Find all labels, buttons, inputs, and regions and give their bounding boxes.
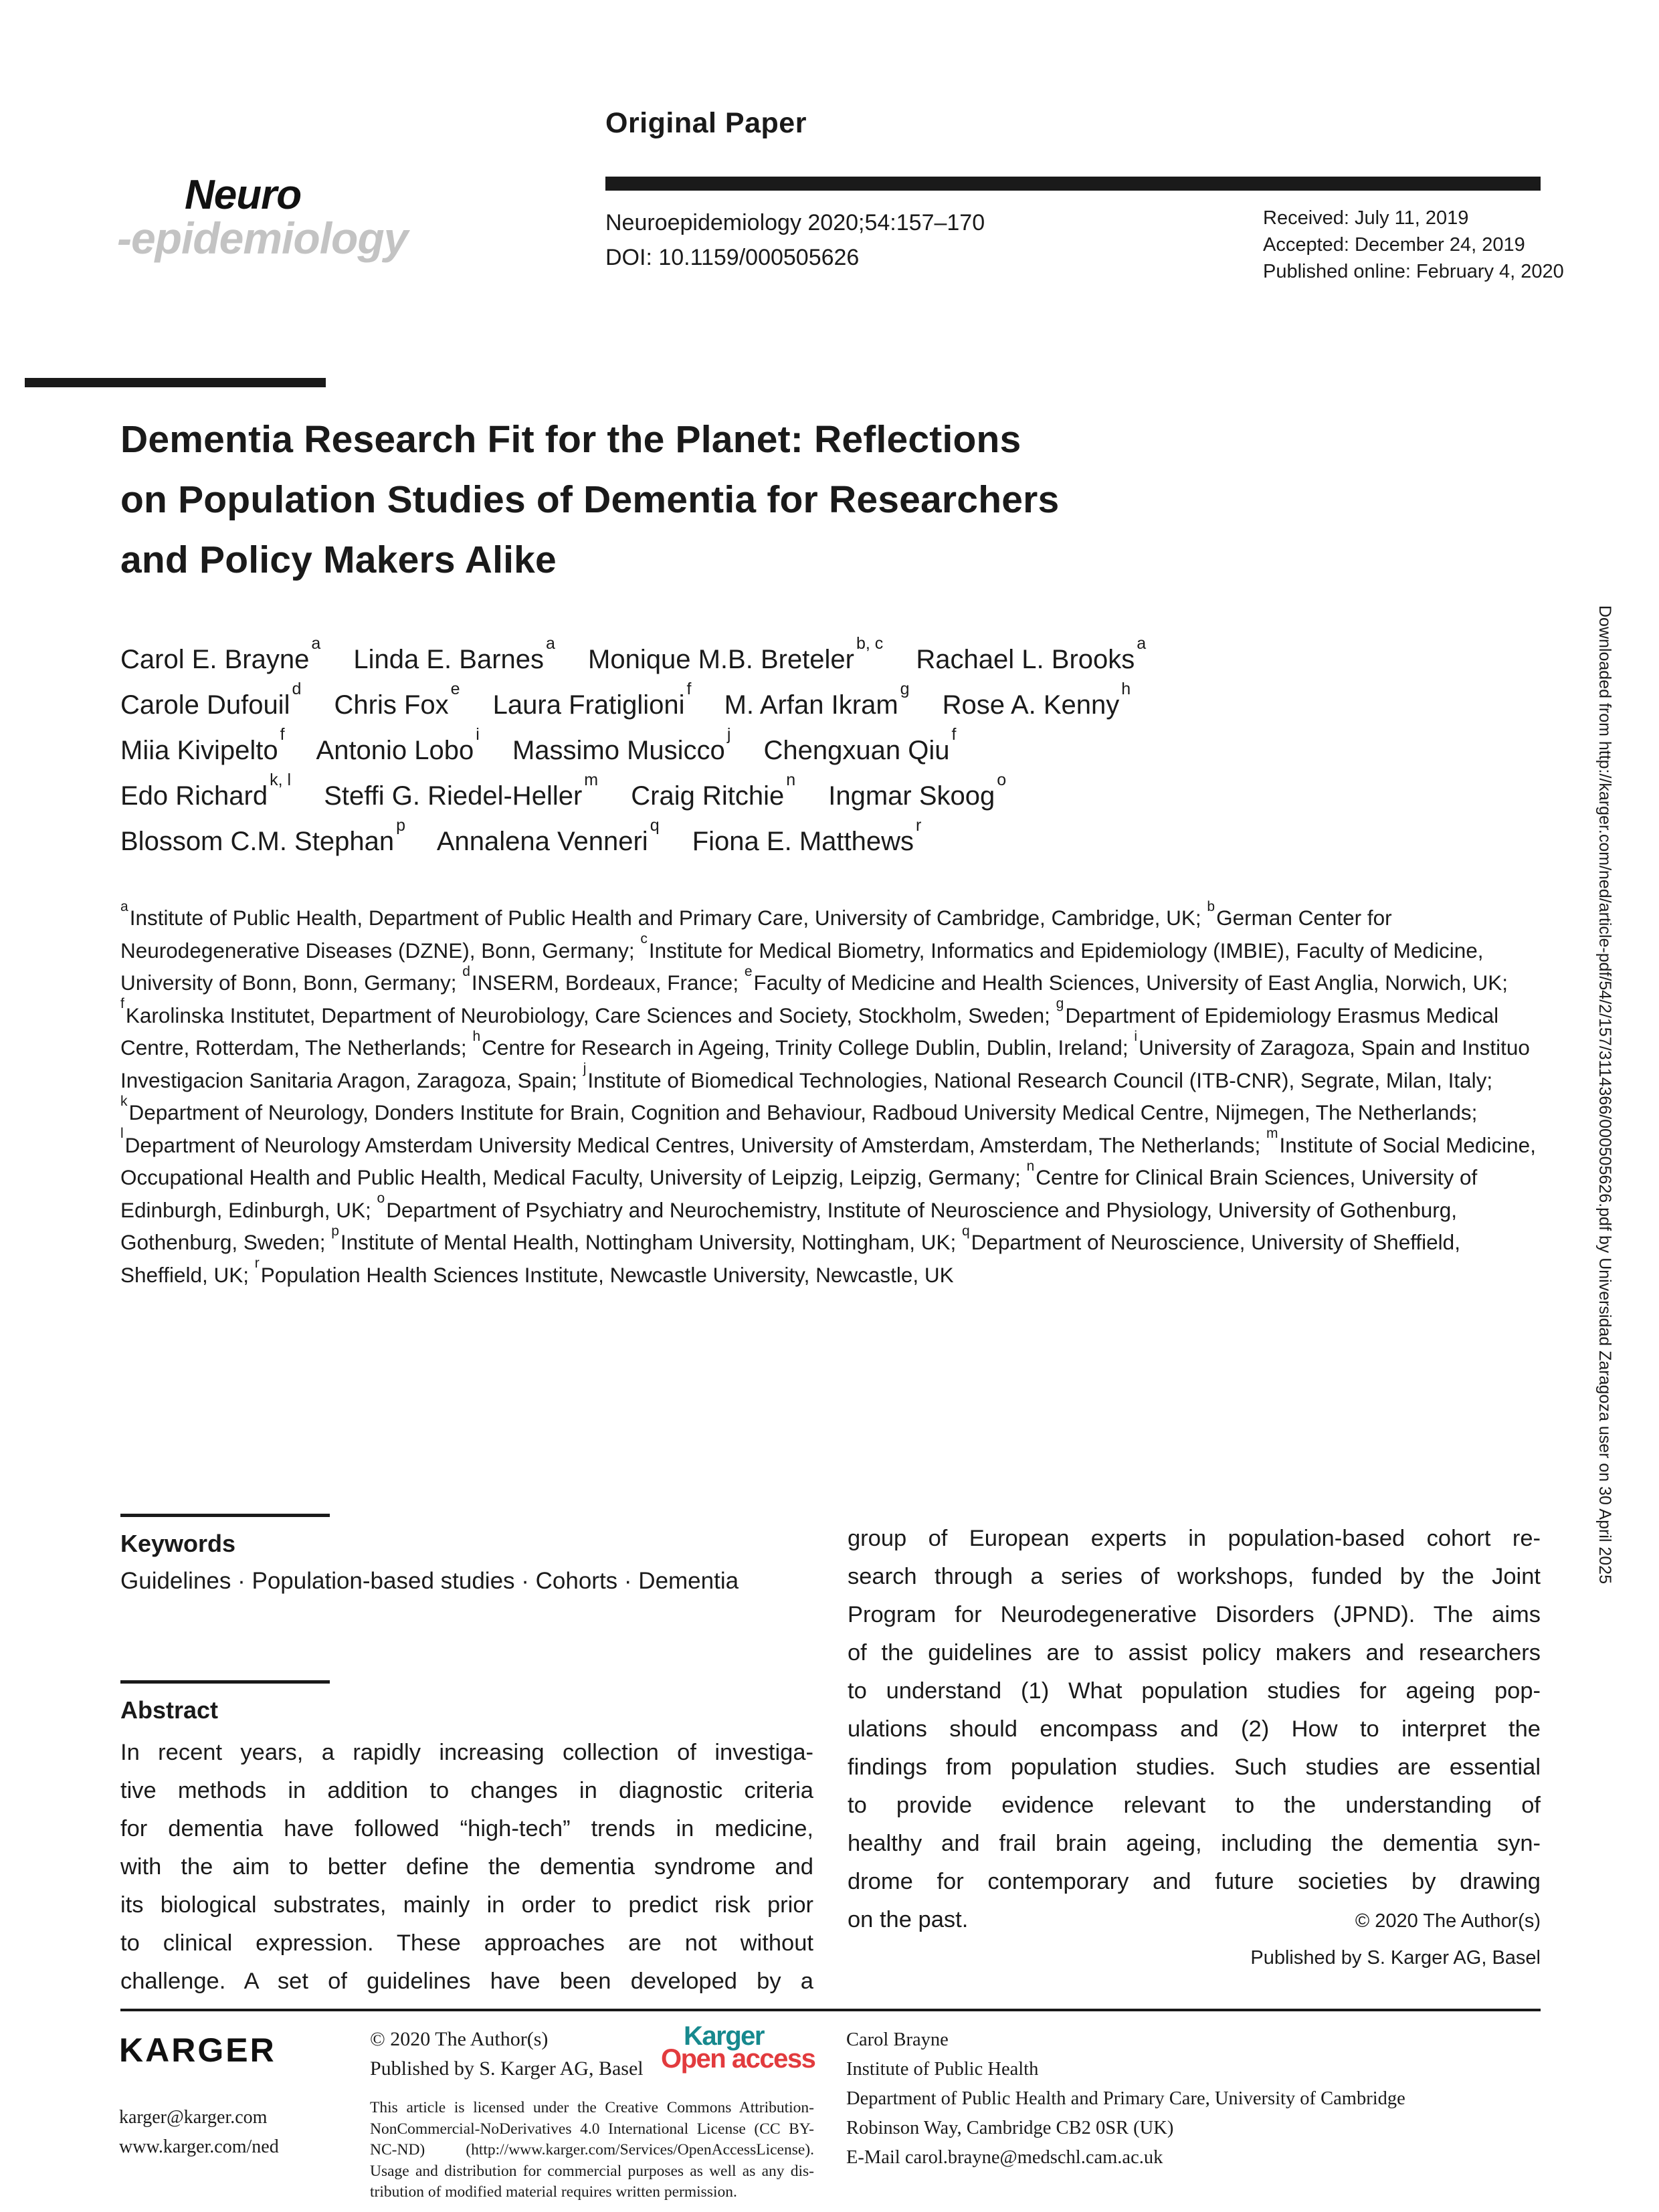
affiliation-superscript: b	[1207, 898, 1215, 914]
footer-rule	[120, 2009, 1541, 2011]
author	[492, 679, 692, 720]
karger-email: karger@karger.com	[119, 2107, 268, 2128]
correspondence-institute: Institute of Public Health	[846, 2059, 1039, 2080]
affiliations	[120, 898, 1545, 1291]
published-online-date: Published online: February 4, 2020	[1263, 261, 1564, 282]
author-name: Carol E. Brayne	[120, 645, 310, 674]
abstract-line: its biological substrates, mainly in order to predict risk prior	[120, 1892, 813, 1918]
author-superscript: g	[900, 679, 910, 698]
affiliation-text: Institute of Biomedical Technologies, National Research Council (ITB-CNR), Segrate, Milan, Italy;	[587, 1068, 1493, 1092]
affiliation-superscript: i	[1134, 1028, 1138, 1044]
author-superscript: a	[546, 633, 555, 653]
author-line	[120, 633, 1552, 682]
keywords-heading: Keywords	[120, 1530, 236, 1557]
abstract-line: to understand (1) What population studies for ageing pop-	[848, 1678, 1541, 1704]
author	[763, 724, 957, 765]
affiliation-text: Institute for Medical Biometry, Informatics and Epidemiology (IMBIE), Faculty of Medicine, University of Bonn, Bonn, Germany;	[120, 938, 1484, 995]
affiliation-text: German Center for Neurodegenerative Diseases (DZNE), Bonn, Germany;	[120, 906, 1392, 963]
license-line: NC-ND) (http://www.karger.com/Services/OpenAccessLicense).	[370, 2141, 814, 2158]
keywords-list: Guidelines · Population-based studies · Cohorts · Dementia	[120, 1568, 739, 1594]
affiliation-superscript: c	[640, 931, 648, 946]
author-superscript: k, l	[270, 770, 292, 789]
author-line	[120, 815, 1552, 864]
correspondence-department: Department of Public Health and Primary Care, University of Cambridge	[846, 2088, 1405, 2109]
affiliation-superscript: r	[254, 1255, 260, 1271]
affiliation-text: Centre for Research in Ageing, Trinity College Dublin, Dublin, Ireland;	[482, 1035, 1135, 1060]
copyright-note: © 2020 The Author(s)	[1355, 1910, 1541, 1932]
author-name: Rose A. Kenny	[942, 690, 1120, 720]
title-rule	[25, 378, 326, 387]
karger-logo: KARGER	[119, 2031, 276, 2069]
author	[631, 770, 796, 811]
abstract-line: for dementia have followed “high-tech” trends in medicine,	[120, 1816, 813, 1841]
author-name: Rachael L. Brooks	[916, 645, 1135, 674]
abstract-text-right	[848, 1520, 1541, 1977]
affiliation-text: Department of Neuroscience, University of Sheffield, Sheffield, UK;	[120, 1230, 1460, 1287]
author-name: Massimo Musicco	[512, 736, 725, 765]
author-superscript: n	[786, 770, 796, 789]
author-superscript: d	[292, 679, 302, 698]
affiliation-superscript: o	[377, 1191, 385, 1206]
author-name: M. Arfan Ikram	[724, 690, 898, 720]
author-name: Chris Fox	[334, 690, 449, 720]
doi: DOI: 10.1159/000505626	[605, 245, 860, 270]
author-name: Fiona E. Matthews	[692, 827, 914, 856]
article-title	[120, 409, 1552, 590]
abstract-line: healthy and frail brain ageing, including the dementia syn-	[848, 1831, 1541, 1856]
author-name: Ingmar Skoog	[828, 781, 995, 811]
publisher-note: Published by S. Karger AG, Basel	[1250, 1947, 1541, 1969]
author-name: Carole Dufouil	[120, 690, 290, 720]
author-superscript: i	[476, 724, 480, 744]
affiliation-text: Department of Psychiatry and Neurochemistry, Institute of Neuroscience and Physiology, University of Gothenburg, Gothenburg, Sweden;	[120, 1197, 1458, 1254]
abstract-heading: Abstract	[120, 1696, 219, 1724]
author-name: Chengxuan Qiu	[763, 736, 950, 765]
author-superscript: o	[997, 770, 1007, 789]
correspondence-email: E-Mail carol.brayne@medschl.cam.ac.uk	[846, 2147, 1163, 2168]
affiliation-text: University of Zaragoza, Spain and Instituo Investigacion Sanitaria Aragon, Zaragoza, Spain;	[120, 1035, 1530, 1092]
abstract-line: of the guidelines are to assist policy makers and researchers	[848, 1640, 1541, 1666]
author	[692, 815, 922, 856]
author-name: Annalena Venneri	[436, 827, 648, 856]
author-superscript: h	[1121, 679, 1131, 698]
abstract-line: findings from population studies. Such studies are essential	[848, 1754, 1541, 1780]
affiliation-text: Institute of Mental Health, Nottingham University, Nottingham, UK;	[340, 1230, 962, 1254]
author-name: Edo Richard	[120, 781, 268, 811]
abstract-last-line	[848, 1901, 1541, 1939]
affiliation-text: Department of Neurology, Donders Institute for Brain, Cognition and Behaviour, Radboud University Medical Centre, Nijmegen, The Netherlands;	[128, 1100, 1478, 1124]
title-line: Dementia Research Fit for the Planet: Reflections	[120, 418, 1021, 461]
section-label: Original Paper	[605, 107, 807, 139]
affiliation-superscript: h	[472, 1028, 481, 1044]
footer-copyright: © 2020 The Author(s)	[370, 2028, 549, 2050]
affiliation-text: Department of Neurology Amsterdam University Medical Centres, University of Amsterdam, Amsterdam, The Netherlands;	[124, 1132, 1266, 1157]
author-name: Craig Ritchie	[631, 781, 785, 811]
title-line: and Policy Makers Alike	[120, 538, 557, 581]
abstract-line: search through a series of workshops, funded by the Joint	[848, 1564, 1541, 1589]
affiliation-superscript: k	[120, 1093, 128, 1109]
author	[120, 724, 285, 765]
header-rule	[605, 177, 1541, 191]
received-date: Received: July 11, 2019	[1263, 207, 1469, 229]
author	[120, 679, 302, 720]
author-superscript: e	[450, 679, 460, 698]
abstract-line: challenge. A set of guidelines have been developed by a	[120, 1969, 813, 1994]
karger-open-access-logo: Karger	[684, 2021, 764, 2051]
author-name: Monique M.B. Breteler	[588, 645, 854, 674]
author-superscript: p	[396, 815, 405, 835]
affiliation-superscript: q	[961, 1223, 970, 1239]
author-name: Miia Kivipelto	[120, 736, 278, 765]
correspondence-address: Robinson Way, Cambridge CB2 0SR (UK)	[846, 2118, 1174, 2138]
author-superscript: b, c	[856, 633, 884, 653]
karger-website: www.karger.com/ned	[119, 2136, 279, 2157]
abstract-rule	[120, 1680, 330, 1684]
karger-open-access-logo-line2: Open access	[661, 2044, 815, 2074]
author	[120, 770, 292, 811]
author	[316, 724, 480, 765]
author-superscript: q	[650, 815, 660, 835]
abstract-line: Program for Neurodegenerative Disorders (JPND). The aims	[848, 1602, 1541, 1627]
affiliation-text: Faculty of Medicine and Health Sciences, University of East Anglia, Norwich, UK;	[753, 971, 1508, 995]
affiliation-text: Centre for Clinical Brain Sciences, University of Edinburgh, Edinburgh, UK;	[120, 1165, 1478, 1222]
author-superscript: f	[686, 679, 692, 698]
affiliation-text: Institute of Public Health, Department of Public Health and Primary Care, University of Cambridge, Cambridge, UK;	[129, 906, 1207, 930]
journal-logo-line1: Neuro	[185, 172, 302, 218]
author	[724, 679, 910, 720]
author	[512, 724, 731, 765]
author	[324, 770, 599, 811]
affiliation-superscript: n	[1026, 1158, 1035, 1174]
author	[120, 633, 321, 674]
affiliation-superscript: e	[744, 963, 753, 979]
affiliation-text: Karolinska Institutet, Department of Neurobiology, Care Sciences and Society, Stockholm, Sweden;	[125, 1003, 1056, 1027]
correspondence-block	[846, 2025, 1542, 2173]
abstract-line-end: on the past.	[848, 1907, 969, 1932]
accepted-date: Accepted: December 24, 2019	[1263, 234, 1525, 256]
affiliation-text: Institute of Social Medicine, Occupational Health and Public Health, Medical Faculty, University of Leipzig, Leipzig, Germany;	[120, 1132, 1536, 1189]
author	[120, 815, 405, 856]
author	[353, 633, 555, 674]
author-superscript: j	[726, 724, 731, 744]
abstract-line: In recent years, a rapidly increasing collection of investiga-	[120, 1740, 813, 1765]
author-name: Blossom C.M. Stephan	[120, 827, 395, 856]
title-line: on Population Studies of Dementia for Researchers	[120, 478, 1060, 521]
author-name: Steffi G. Riedel-Heller	[324, 781, 583, 811]
author	[334, 679, 460, 720]
author-superscript: a	[311, 633, 321, 653]
author	[942, 679, 1131, 720]
author-superscript: f	[280, 724, 285, 744]
author-name: Linda E. Barnes	[353, 645, 545, 674]
affiliation-superscript: g	[1056, 996, 1064, 1011]
license-line: NonCommercial-NoDerivatives 4.0 International License (CC BY-	[370, 2120, 814, 2138]
author	[828, 770, 1007, 811]
author-superscript: f	[951, 724, 957, 744]
affiliation-text: Department of Epidemiology Erasmus Medical Centre, Rotterdam, The Netherlands;	[120, 1003, 1499, 1060]
affiliation-superscript: j	[583, 1061, 587, 1076]
author-line	[120, 770, 1552, 819]
footer-publisher: Published by S. Karger AG, Basel	[370, 2057, 644, 2080]
affiliation-superscript: l	[120, 1126, 124, 1141]
affiliation-superscript: a	[120, 898, 128, 914]
author-name: Laura Fratiglioni	[492, 690, 685, 720]
abstract-line: to clinical expression. These approaches are not without	[120, 1930, 813, 1956]
author-line	[120, 724, 1552, 773]
author-superscript: m	[584, 770, 599, 789]
affiliation-superscript: d	[462, 963, 470, 979]
license-line: Usage and distribution for commercial purposes as well as any dis-	[370, 2162, 814, 2180]
abstract-line: tive methods in addition to changes in diagnostic criteria	[120, 1778, 813, 1803]
keywords-rule	[120, 1514, 330, 1517]
abstract-line: ulations should encompass and (2) How to interpret the	[848, 1716, 1541, 1742]
author	[436, 815, 660, 856]
abstract-line: drome for contemporary and future societies by drawing	[848, 1869, 1541, 1894]
author-name: Antonio Lobo	[316, 736, 474, 765]
abstract-line: group of European experts in population-based cohort re-	[848, 1526, 1541, 1551]
author	[588, 633, 884, 674]
abstract-line: with the aim to better define the dementia syndrome and	[120, 1854, 813, 1880]
affiliation-superscript: p	[331, 1223, 339, 1239]
author-superscript: a	[1137, 633, 1147, 653]
author-line	[120, 679, 1552, 728]
correspondence-name: Carol Brayne	[846, 2029, 949, 2050]
download-watermark: Downloaded from http://karger.com/ned/article-pdf/54/2/157/3114366/000505626.pdf by Universidad Zaragoza user on 30 April 2025	[1595, 605, 1614, 1584]
affiliation-text: Population Health Sciences Institute, Newcastle University, Newcastle, UK	[260, 1262, 954, 1287]
affiliation-text: INSERM, Bordeaux, France;	[471, 971, 745, 995]
journal-logo-line2: -epidemiology	[117, 213, 408, 263]
authors-list	[120, 633, 1552, 864]
affiliation-superscript: m	[1266, 1126, 1278, 1141]
author-superscript: r	[915, 815, 922, 835]
license-line: tribution of modified material requires written permission.	[370, 2183, 737, 2201]
journal-citation: Neuroepidemiology 2020;54:157–170	[605, 210, 985, 235]
affiliation-superscript: f	[120, 996, 124, 1011]
author	[916, 633, 1147, 674]
license-line: This article is licensed under the Creative Commons Attribution-	[370, 2099, 814, 2116]
article-dates	[1263, 205, 1564, 285]
license-text	[370, 2098, 814, 2203]
abstract-text-left	[120, 1734, 813, 2001]
abstract-line: to provide evidence relevant to the understanding of	[848, 1793, 1541, 1818]
